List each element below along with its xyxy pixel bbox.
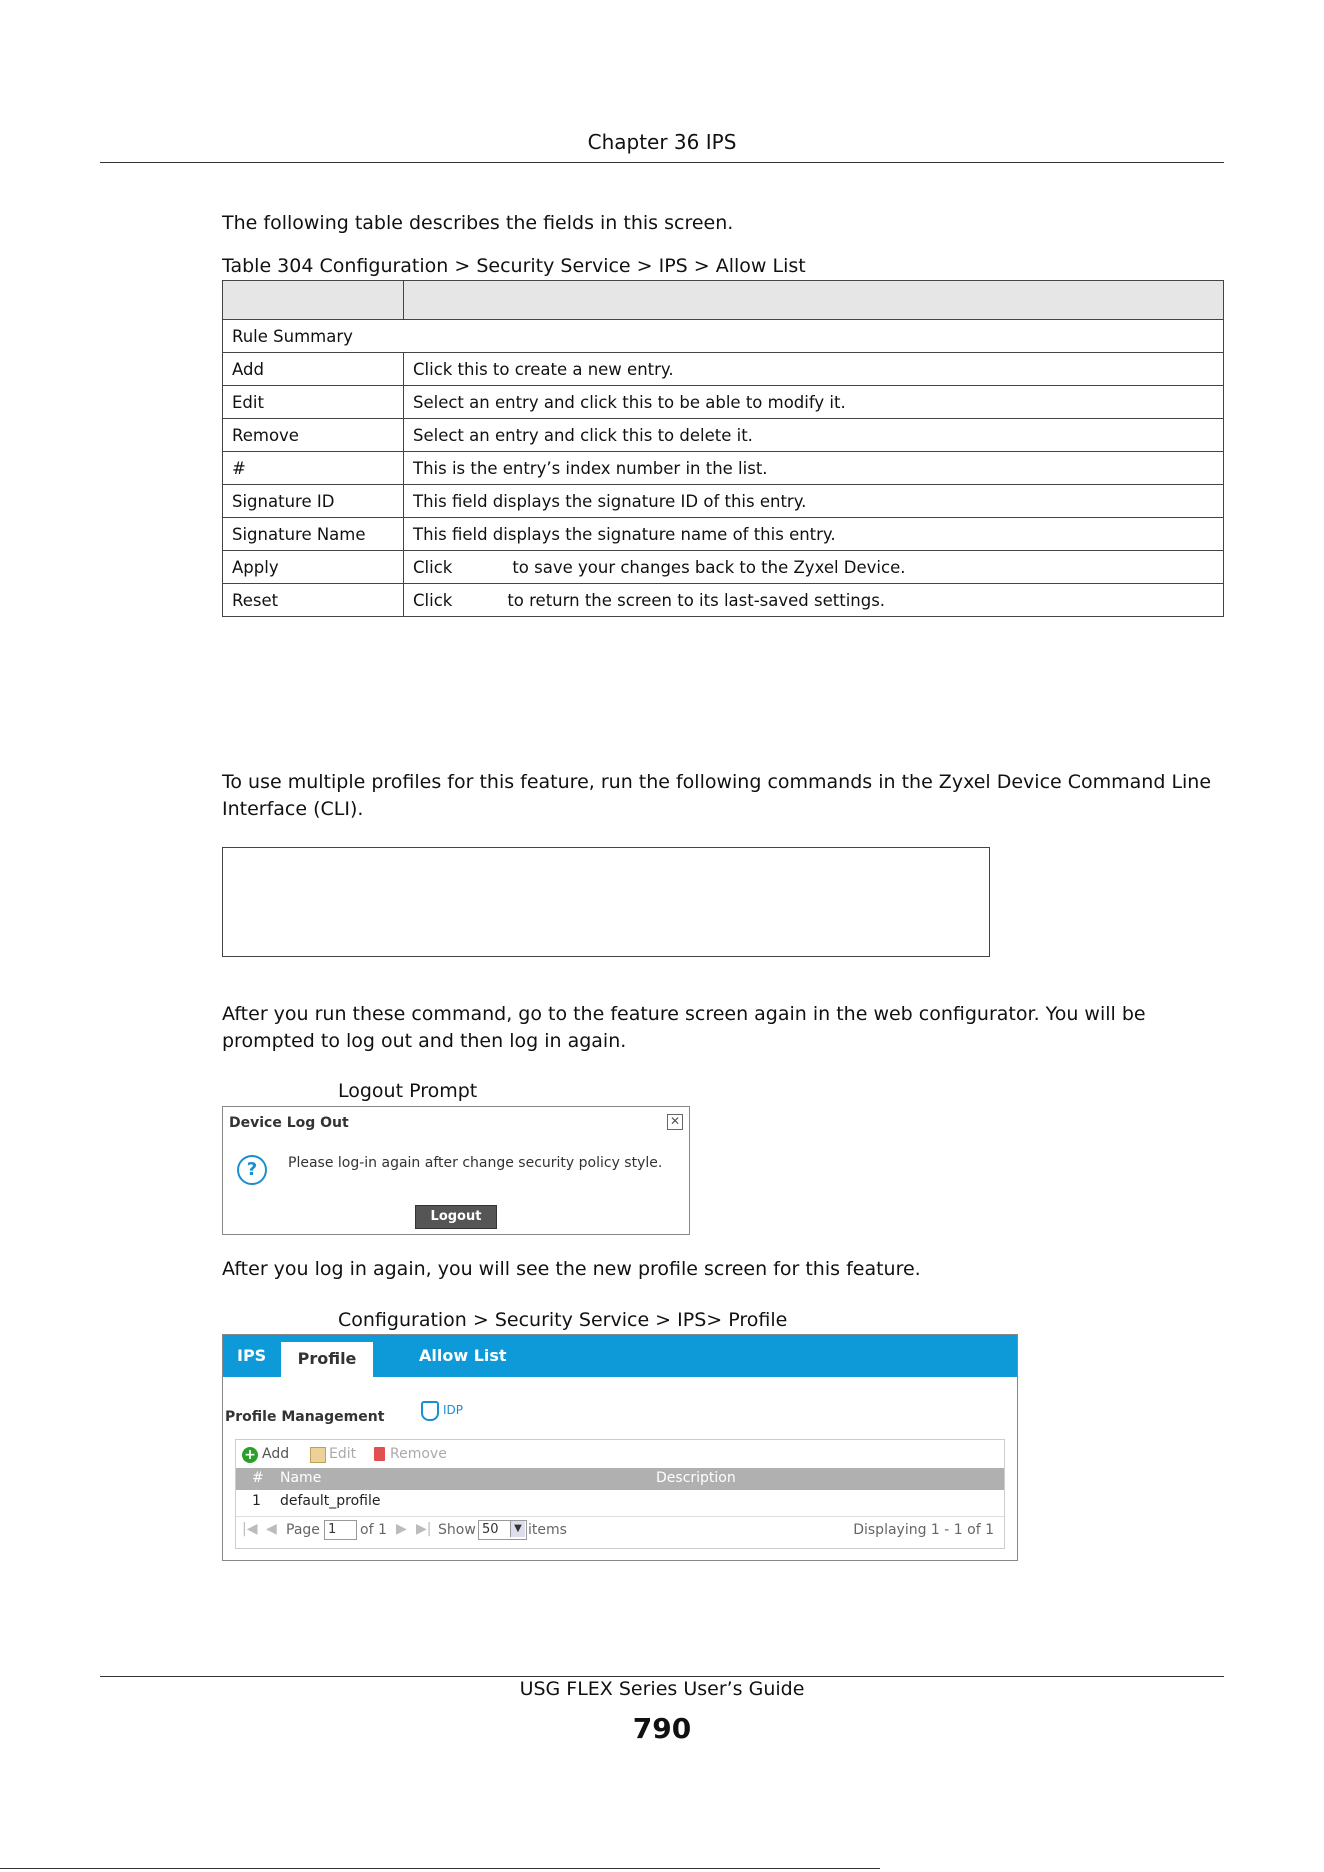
page-size-select[interactable]: 50	[478, 1520, 527, 1540]
row-description: This is the entry’s index number in the list.	[404, 452, 1224, 485]
row-label: #	[223, 452, 404, 485]
table-row	[223, 353, 1224, 386]
row-name: default_profile	[280, 1493, 381, 1509]
trash-icon	[374, 1447, 385, 1461]
dialog-message: Please log-in again after change security policy style.	[288, 1155, 663, 1171]
desc-part-a: Click	[413, 557, 453, 577]
row-label: Edit	[223, 386, 404, 419]
row-label: Reset	[223, 584, 404, 617]
row-label: Signature ID	[223, 485, 404, 518]
add-icon: +	[242, 1447, 258, 1463]
bottom-divider	[0, 1868, 880, 1869]
row-description: This field displays the signature ID of this entry.	[404, 485, 1224, 518]
chevron-down-icon[interactable]: ▼	[510, 1521, 525, 1537]
profile-management-label: Profile Management	[225, 1409, 385, 1425]
row-description: Click this to create a new entry.	[404, 353, 1224, 386]
column-header-description[interactable]: Description	[656, 1470, 736, 1486]
after-commands-paragraph: After you run these command, go to the feature screen again in the web configurator. You will be prompted to log out and then log in again.	[222, 1003, 1146, 1052]
cli-command-box	[222, 847, 990, 957]
dialog-title: Device Log Out	[229, 1115, 349, 1131]
column-header-name[interactable]: Name	[280, 1470, 322, 1486]
close-icon[interactable]: ✕	[667, 1114, 683, 1130]
tab-ips[interactable]: IPS	[237, 1346, 267, 1365]
question-icon: ?	[237, 1155, 267, 1185]
grid-header	[236, 1468, 1004, 1490]
page-label: Page	[286, 1522, 320, 1538]
cli-paragraph: To use multiple profiles for this feature, run the following commands in the Zyxel Device Command Line Interface (CLI).	[222, 771, 1212, 820]
edit-button[interactable]: Edit	[329, 1446, 357, 1462]
table-row	[223, 452, 1224, 485]
table-row	[223, 485, 1224, 518]
logout-dialog	[222, 1106, 690, 1235]
idp-link[interactable]: IDP	[443, 1403, 464, 1417]
chapter-header: Chapter 36 IPS	[587, 130, 737, 154]
tab-profile[interactable]: Profile	[281, 1342, 373, 1377]
last-page-icon[interactable]: ▶|	[416, 1521, 432, 1537]
column-header-num[interactable]: #	[252, 1470, 264, 1486]
row-label: Remove	[223, 419, 404, 452]
table-caption: Table 304 Configuration > Security Service > IPS > Allow List	[222, 255, 806, 277]
next-page-icon[interactable]: ▶	[396, 1521, 407, 1537]
table-row	[223, 584, 1224, 617]
show-label: Show	[438, 1522, 476, 1538]
row-description: This field displays the signature name of this entry.	[404, 518, 1224, 551]
row-description: Select an entry and click this to be able to modify it.	[404, 386, 1224, 419]
intro-paragraph: The following table describes the fields in this screen.	[222, 212, 734, 234]
row-label: Apply	[223, 551, 404, 584]
row-label: Add	[223, 353, 404, 386]
row-description	[404, 551, 1224, 584]
table-header-row	[223, 281, 1224, 320]
table-row	[223, 419, 1224, 452]
figure-caption-logout: Logout Prompt	[338, 1080, 478, 1102]
table-section-row	[223, 320, 1224, 353]
row-description: Select an entry and click this to delete it.	[404, 419, 1224, 452]
profile-grid	[235, 1439, 1005, 1549]
add-button[interactable]: Add	[262, 1446, 290, 1462]
table-row	[223, 551, 1224, 584]
desc-part-b: to return the screen to its last-saved settings.	[507, 590, 886, 610]
first-page-icon[interactable]: |◀	[242, 1521, 258, 1537]
footer-divider	[100, 1676, 1224, 1677]
table-row	[223, 518, 1224, 551]
displaying-label: Displaying 1 - 1 of 1	[853, 1522, 994, 1538]
login-paragraph: After you log in again, you will see the new profile screen for this feature.	[222, 1258, 921, 1280]
table-row[interactable]	[236, 1490, 1004, 1512]
remove-button[interactable]: Remove	[390, 1446, 447, 1462]
profile-screen	[222, 1334, 1018, 1561]
row-description	[404, 584, 1224, 617]
tab-allow-list[interactable]: Allow List	[419, 1346, 507, 1365]
page-input[interactable]: 1	[324, 1520, 357, 1540]
section-label: Rule Summary	[223, 320, 1224, 353]
tab-bar	[223, 1335, 1017, 1377]
fields-table	[222, 280, 1224, 617]
page-number: 790	[632, 1712, 692, 1745]
pager	[236, 1516, 1004, 1543]
header-divider	[100, 162, 1224, 163]
figure-caption-profile: Configuration > Security Service > IPS> Profile	[338, 1309, 788, 1331]
logout-button[interactable]: Logout	[415, 1205, 497, 1229]
footer-guide-title: USG FLEX Series User’s Guide	[519, 1678, 805, 1700]
prev-page-icon[interactable]: ◀	[266, 1521, 277, 1537]
desc-part-b: to save your changes back to the Zyxel Device.	[512, 557, 906, 577]
edit-icon	[310, 1447, 326, 1463]
header-cell-description	[404, 281, 1224, 320]
row-label: Signature Name	[223, 518, 404, 551]
header-cell-label	[223, 281, 404, 320]
table-row	[223, 386, 1224, 419]
page-of-label: of 1	[360, 1522, 387, 1538]
row-num: 1	[252, 1493, 261, 1509]
desc-part-a: Click	[413, 590, 453, 610]
shield-icon	[421, 1401, 439, 1421]
items-label: items	[528, 1522, 567, 1538]
